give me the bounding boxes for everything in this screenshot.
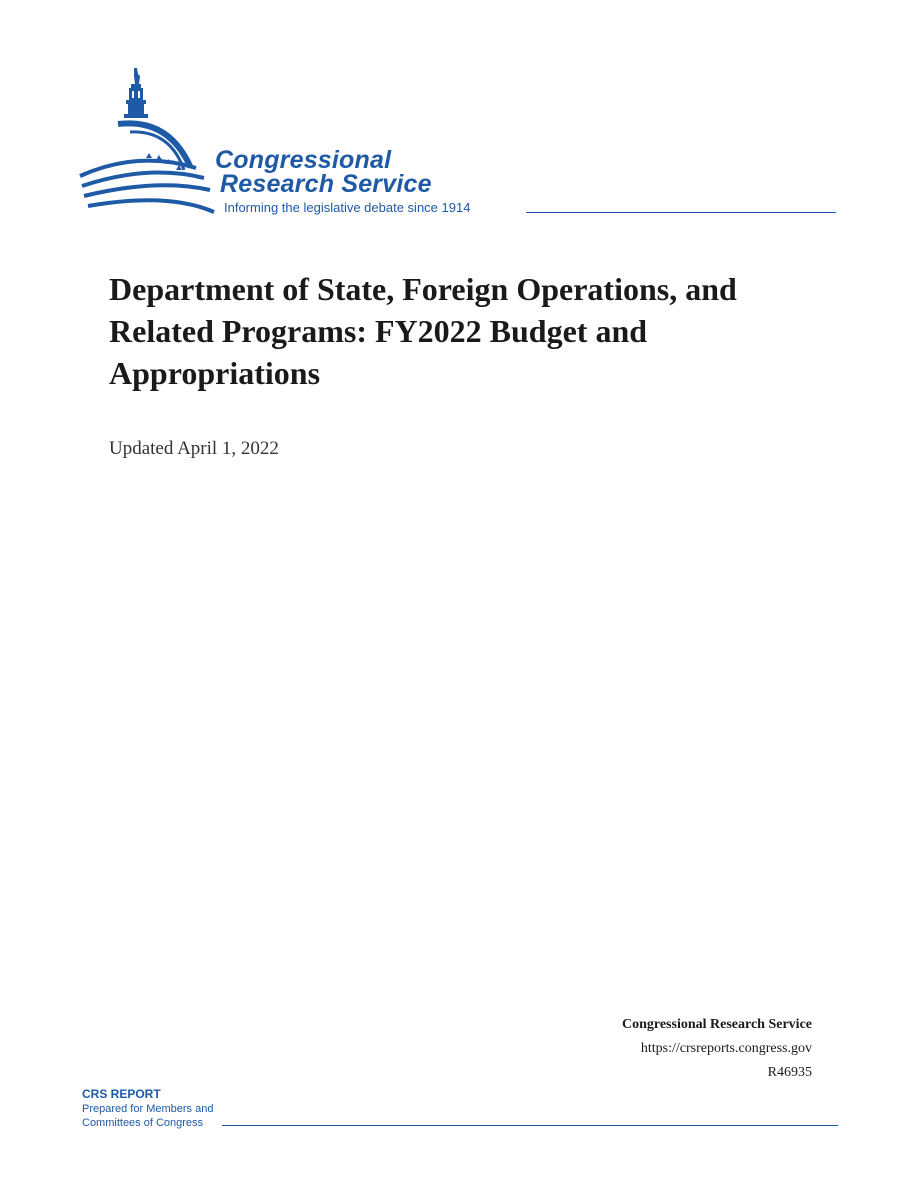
footer-line2: Prepared for Members and [82, 1103, 214, 1115]
logo-text-line1: Congressional [215, 146, 392, 174]
footer-line3: Committees of Congress [82, 1117, 204, 1129]
crs-logo [78, 66, 838, 221]
org-name: Congressional Research Service [621, 1017, 812, 1032]
capitol-dome-icon [78, 66, 228, 216]
logo-text-line2: Research Service [220, 170, 432, 198]
logo-tagline: Informing the legislative debate since 1914 [224, 200, 471, 215]
footer-divider [222, 1125, 838, 1126]
footer [82, 1087, 838, 1132]
org-info [622, 1013, 812, 1085]
footer-label: CRS REPORT [82, 1087, 161, 1101]
org-url[interactable]: https://crsreports.congress.gov [640, 1041, 812, 1056]
report-date: Updated April 1, 2022 [109, 438, 279, 459]
report-title: Department of State, Foreign Operations, and Related Programs: FY2022 Budget and Appropriations [109, 271, 737, 391]
report-number: R46935 [767, 1065, 812, 1080]
logo-divider [526, 212, 836, 213]
